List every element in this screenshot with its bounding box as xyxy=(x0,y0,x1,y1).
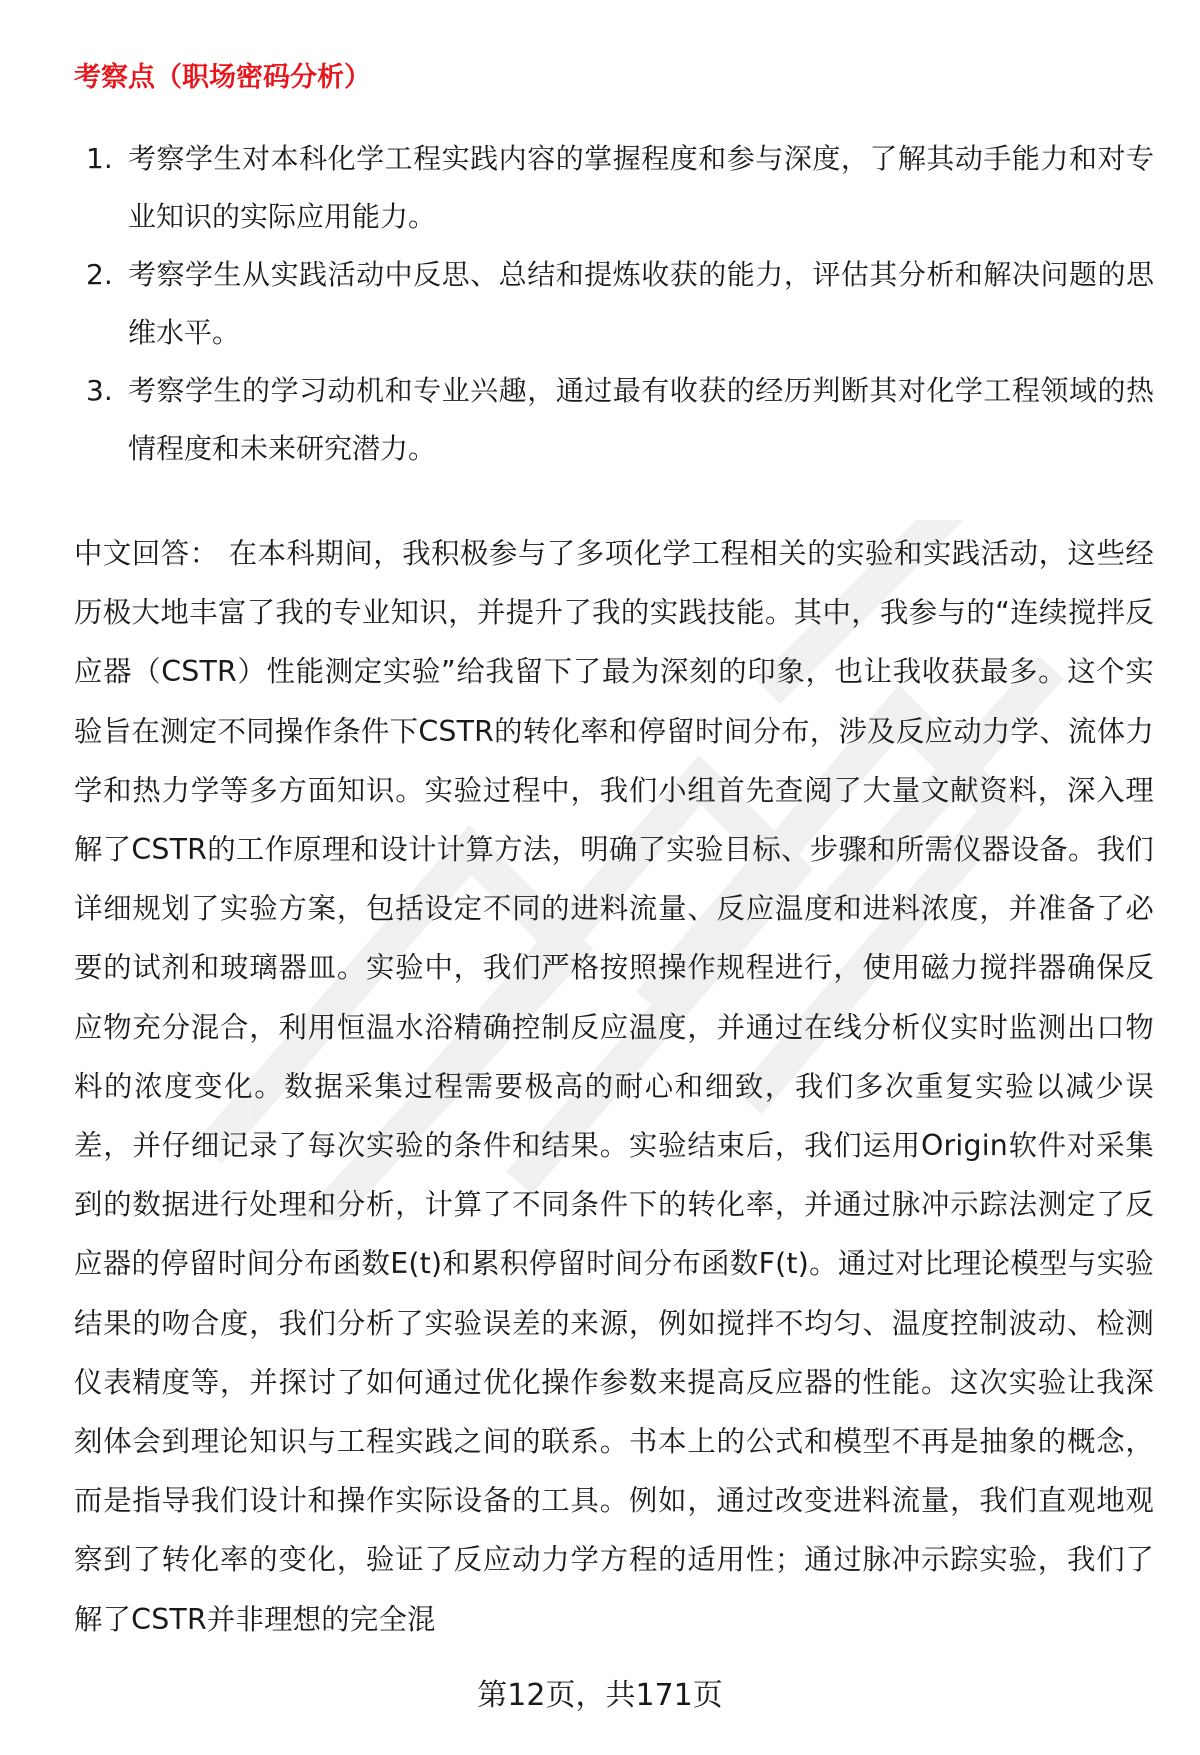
section-title: 考察点（职场密码分析） xyxy=(74,62,371,93)
list-item-number: 1. xyxy=(86,142,113,175)
page-number-footer: 第12页，共171页 xyxy=(477,1678,723,1713)
list-item-number: 2. xyxy=(86,258,113,291)
answer-paragraph xyxy=(74,524,1154,1649)
list-item-text: 考察学生从实践活动中反思、总结和提炼收获的能力，评估其分析和解决问题的思维水平。 xyxy=(128,258,1154,349)
list-item-text: 考察学生对本科化学工程实践内容的掌握程度和参与深度，了解其动手能力和对专业知识的实际应用能力。 xyxy=(128,142,1154,233)
list-item-number: 3. xyxy=(86,374,113,407)
assessment-points-list xyxy=(74,130,1154,478)
list-item-text: 考察学生的学习动机和专业兴趣，通过最有收获的经历判断其对化学工程领域的热情程度和未来研究潜力。 xyxy=(128,374,1154,465)
document-body xyxy=(74,58,1154,1649)
answer-label: 中文回答： xyxy=(74,537,219,570)
list-item xyxy=(74,246,1154,362)
list-item xyxy=(74,362,1154,478)
list-item xyxy=(74,130,1154,246)
answer-text: 在本科期间，我积极参与了多项化学工程相关的实验和实践活动，这些经历极大地丰富了我的专业知识，并提升了我的实践技能。其中，我参与的“连续搅拌反应器（CSTR）性能测定实验”给我留下了最为深刻的印象，也让我收获最多。这个实验旨在测定不同操作条件下CSTR的转化率和停留时间分布，涉及反应动力学、流体力学和热力学等多方面知识。实验过程中，我们小组首先查阅了大量文献资料，深入理解了CSTR的工作原理和设计计算方法，明确了实验目标、步骤和所需仪器设备。我们详细规划了实验方案，包括设定不同的进料流量、反应温度和进料浓度，并准备了必要的试剂和玻璃器皿。实验中，我们严格按照操作规程进行，使用磁力搅拌器确保反应物充分混合，利用恒温水浴精确控制反应温度，并通过在线分析仪实时监测出口物料的浓度变化。数据采集过程需要极高的耐心和细致，我们多次重复实验以减少误差，并仔细记录了每次实验的条件和结果。实验结束后，我们运用Origin软件对采集到的数据进行处理和分析，计算了不同条件下的转化率，并通过脉冲示踪法测定了反应器的停留时间分布函数E(t)和累积停留时间分布函数F(t)。通过对比理论模型与实验结果的吻合度，我们分析了实验误差的来源，例如搅拌不均匀、温度控制波动、检测仪表精度等，并探讨了如何通过优化操作参数来提高反应器的性能。这次实验让我深刻体会到理论知识与工程实践之间的联系。书本上的公式和模型不再是抽象的概念，而是指导我们设计和操作实际设备的工具。例如，通过改变进料流量，我们直观地观察到了转化率的变化，验证了反应动力学方程的适用性；通过脉冲示踪实验，我们了解了CSTR并非理想的完全混 xyxy=(74,537,1154,1636)
